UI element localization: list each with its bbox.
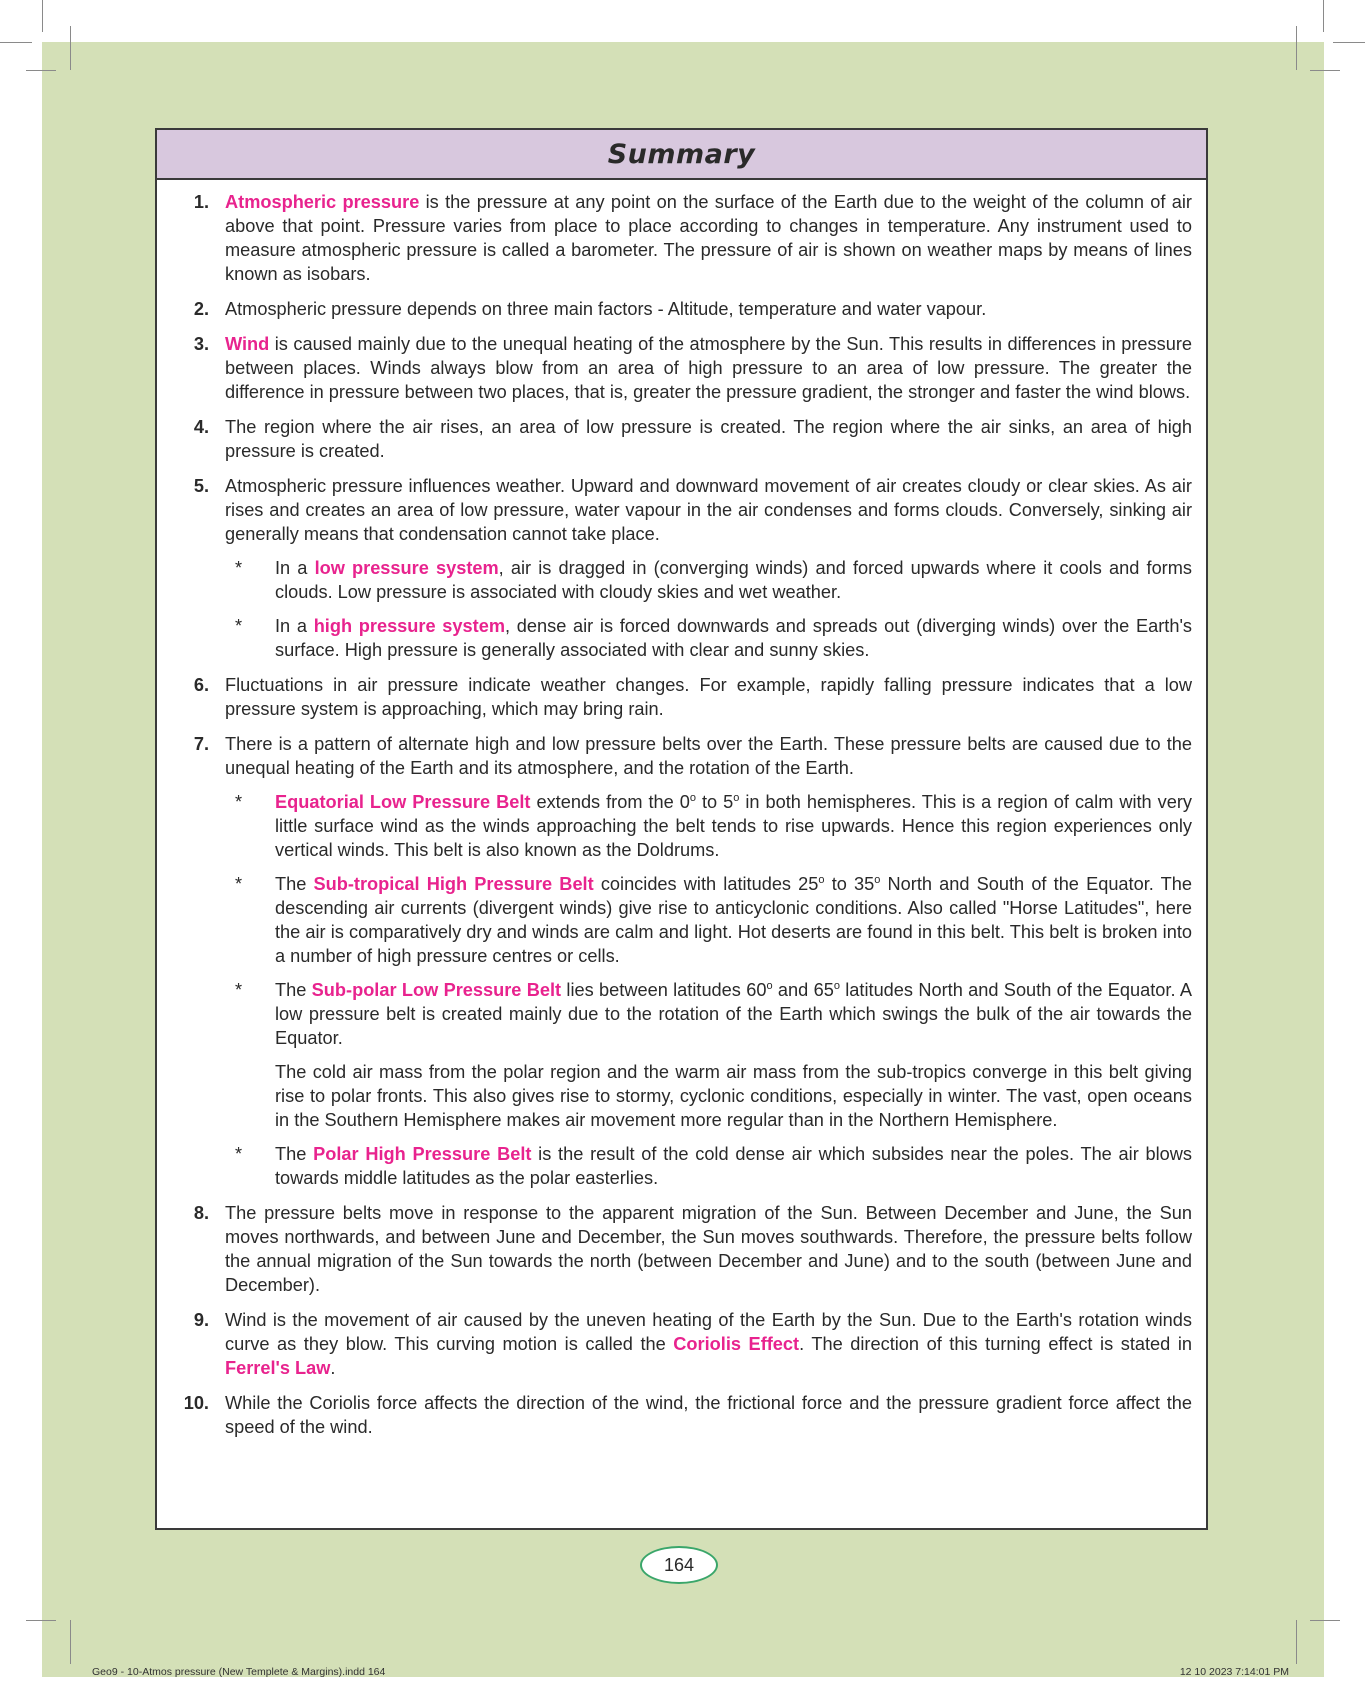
list-item bbox=[169, 673, 1192, 721]
sub-point: * The Sub-polar Low Pressure Belt lies between latitudes 60$^o$ and 65$^o$ latitudes North and South of the Equator. A low pressure belt is created mainly due to the rotation of the Earth which swings the bulk of the air towards the Equator. bbox=[225, 978, 1192, 1050]
item-number: 8. bbox=[193, 1203, 209, 1223]
list-item bbox=[169, 474, 1192, 662]
page-number: 164 bbox=[640, 1546, 718, 1584]
item-number: 9. bbox=[193, 1310, 209, 1330]
crop-mark bbox=[26, 70, 56, 71]
item-text: Atmospheric pressure is the pressure at any point on the surface of the Earth due to the weight of the column of air above that point. Pressure varies from place to place according to changes in temperature. Any instrument used to measure atmospheric pressure is called a barometer. The pressure of air is shown on weather maps by means of lines known as isobars. bbox=[225, 192, 1192, 284]
list-item bbox=[169, 332, 1192, 404]
item-text: The region where the air rises, an area of low pressure is created. The region where the air sinks, an area of high pressure is created. bbox=[225, 417, 1192, 461]
highlight-term: Atmospheric pressure bbox=[225, 192, 420, 212]
list-item bbox=[169, 1308, 1192, 1380]
highlight-term: low pressure system bbox=[314, 558, 499, 578]
sub-point: * The Polar High Pressure Belt is the result of the cold dense air which subsides near the poles. The air blows towards middle latitudes as the polar easterlies. bbox=[225, 1142, 1192, 1190]
highlight-term: Ferrel's Law bbox=[225, 1358, 331, 1378]
bullet-marker: * bbox=[235, 874, 243, 894]
list-item bbox=[169, 1391, 1192, 1439]
crop-mark bbox=[1296, 26, 1297, 70]
sub-paragraph: The cold air mass from the polar region and the warm air mass from the sub-tropics converge in this belt giving rise to polar fronts. This also gives rise to stormy, cyclonic conditions, especially in winter. The vast, open oceans in the Southern Hemisphere makes air movement more regular than in the Northern Hemisphere. bbox=[275, 1062, 1192, 1130]
item-text: The pressure belts move in response to the apparent migration of the Sun. Between December and June, the Sun moves northwards, and between June and December, the Sun moves southwards. Therefore, the pressure belts follow the annual migration of the Sun towards the north (between December and June) and to the south (between June and December). bbox=[225, 1203, 1192, 1295]
crop-mark bbox=[0, 42, 32, 43]
highlight-term: Wind bbox=[225, 334, 270, 354]
list-item bbox=[169, 297, 1192, 321]
crop-mark bbox=[1310, 1620, 1340, 1621]
bullet-marker: * bbox=[235, 558, 243, 578]
crop-mark bbox=[1310, 70, 1340, 71]
list-item bbox=[169, 190, 1192, 286]
footer-slug-right: 12 10 2023 7:14:01 PM bbox=[1179, 1666, 1289, 1678]
item-number: 5. bbox=[193, 476, 209, 496]
bullet-marker: * bbox=[235, 1144, 243, 1164]
item-text: Atmospheric pressure depends on three main factors - Altitude, temperature and water vapour. bbox=[225, 299, 987, 319]
sub-point: * Equatorial Low Pressure Belt extends from the 0$^o$ to 5$^o$ in both hemispheres. This is a region of calm with very little surface wind as the winds approaching the belt tends to rise upwards. Hence this region experiences only vertical winds. This belt is also known as the Doldrums. bbox=[225, 790, 1192, 862]
item-number: 3. bbox=[193, 334, 209, 354]
footer-slug-left: Geo9 - 10-Atmos pressure (New Templete & Margins).indd 164 bbox=[92, 1666, 386, 1678]
crop-mark bbox=[1333, 42, 1365, 43]
crop-mark bbox=[1323, 0, 1324, 32]
item-text: Atmospheric pressure influences weather. Upward and downward movement of air creates cloudy or clear skies. As air rises and creates an area of low pressure, water vapour in the air condenses and forms clouds. Conversely, sinking air generally means that condensation cannot take place. * In a low pressure system, air is dragged in (converging winds) and forced upwards where it cools and forms clouds. Low pressure is associated with cloudy skies and wet weather. * In a high pressure system, dense air is forced downwards and spreads out (diverging winds) over the Earth's surface. High pressure is generally associated with clear and sunny skies. bbox=[225, 476, 1193, 660]
sub-point: * In a high pressure system, dense air is forced downwards and spreads out (diverging winds) over the Earth's surface. High pressure is generally associated with clear and sunny skies. bbox=[225, 614, 1192, 662]
list-item bbox=[169, 1201, 1192, 1297]
item-number: 2. bbox=[193, 299, 209, 319]
item-text: Wind is caused mainly due to the unequal heating of the atmosphere by the Sun. This results in differences in pressure between places. Winds always blow from an area of high pressure to an area of low pressure. The greater the difference in pressure between two places, that is, greater the pressure gradient, the stronger and faster the wind blows. bbox=[225, 334, 1192, 402]
highlight-term: Equatorial Low Pressure Belt bbox=[275, 792, 531, 812]
crop-mark bbox=[26, 1620, 56, 1621]
item-number: 4. bbox=[193, 417, 209, 437]
summary-box bbox=[155, 128, 1208, 1530]
sub-point: * The Sub-tropical High Pressure Belt coincides with latitudes 25$^o$ to 35$^o$ North and South of the Equator. The descending air currents (divergent winds) give rise to anticyclonic conditions. Also called "Horse Latitudes", here the air is comparatively dry and winds are calm and light. Hot deserts are found in this belt. This belt is broken into a number of high pressure centres or cells. bbox=[225, 872, 1192, 968]
item-number: 7. bbox=[193, 734, 209, 754]
list-item bbox=[169, 732, 1192, 1190]
crop-mark bbox=[70, 26, 71, 70]
bullet-marker: * bbox=[235, 980, 243, 1000]
item-number: 1. bbox=[193, 192, 209, 212]
crop-mark bbox=[1296, 1620, 1297, 1664]
highlight-term: high pressure system bbox=[313, 616, 505, 636]
crop-mark bbox=[42, 0, 43, 32]
sub-point: * In a low pressure system, air is dragged in (converging winds) and forced upwards where it cools and forms clouds. Low pressure is associated with cloudy skies and wet weather. bbox=[225, 556, 1192, 604]
summary-list bbox=[157, 180, 1206, 1439]
summary-header bbox=[157, 130, 1206, 180]
summary-title: Summary bbox=[607, 138, 756, 170]
item-text: While the Coriolis force affects the direction of the wind, the frictional force and the pressure gradient force affect the speed of the wind. bbox=[225, 1393, 1192, 1437]
item-text: Fluctuations in air pressure indicate weather changes. For example, rapidly falling pressure indicates that a low pressure system is approaching, which may bring rain. bbox=[225, 675, 1192, 719]
highlight-term: Sub-polar Low Pressure Belt bbox=[311, 980, 562, 1000]
item-number: 6. bbox=[193, 675, 209, 695]
bullet-marker: * bbox=[235, 616, 243, 636]
highlight-term: Sub-tropical High Pressure Belt bbox=[313, 874, 594, 894]
highlight-term: Polar High Pressure Belt bbox=[313, 1144, 532, 1164]
bullet-marker: * bbox=[235, 792, 243, 812]
crop-mark bbox=[70, 1620, 71, 1664]
item-number: 10. bbox=[183, 1393, 209, 1413]
item-text: There is a pattern of alternate high and low pressure belts over the Earth. These pressure belts are caused due to the unequal heating of the Earth and its atmosphere, and the rotation of the Earth. * Equatorial Low Pressure Belt extends from the 0$^o$ to 5$^o$ in both hemispheres. This is a region of calm with very little surface wind as the winds approaching the belt tends to rise upwards. Hence this region experiences only vertical winds. This belt is also known as the Doldrums. * The Sub-tropical High Pressure Belt coincides with latitudes 25$^o$ to 35$^o$ North and South of the Equator. The descending air currents (divergent winds) give rise to anticyclonic conditions. Also called "Horse Latitudes", here the air is comparatively dry and winds are calm and light. Hot deserts are found in this belt. This belt is broken into a number of high pressure centres or cells. * The Sub-polar Low Pressure Belt lies between latitudes 60$^o$ and 65$^o$ latitudes North and South of the Equator. A low pressure belt is created mainly due to the rotation of the Earth which swings the bulk of the air towards the Equator. The cold air mass from the polar region and the warm air mass from the sub-tropics converge in this belt giving rise to polar fronts. This also gives rise to stormy, cyclonic conditions, especially in winter. The vast, open oceans in the Southern Hemisphere makes air movement more regular than in the Northern Hemisphere. * The Polar High Pressure Belt is the result of the cold dense air which subsides near the poles. The air blows towards middle latitudes as the polar easterlies. bbox=[225, 734, 1193, 1188]
list-item bbox=[169, 415, 1192, 463]
highlight-term: Coriolis Effect bbox=[673, 1334, 800, 1354]
item-text: Wind is the movement of air caused by the uneven heating of the Earth by the Sun. Due to the Earth's rotation winds curve as they blow. This curving motion is called the Coriolis Effect. The direction of this turning effect is stated in Ferrel's Law. bbox=[225, 1310, 1192, 1378]
